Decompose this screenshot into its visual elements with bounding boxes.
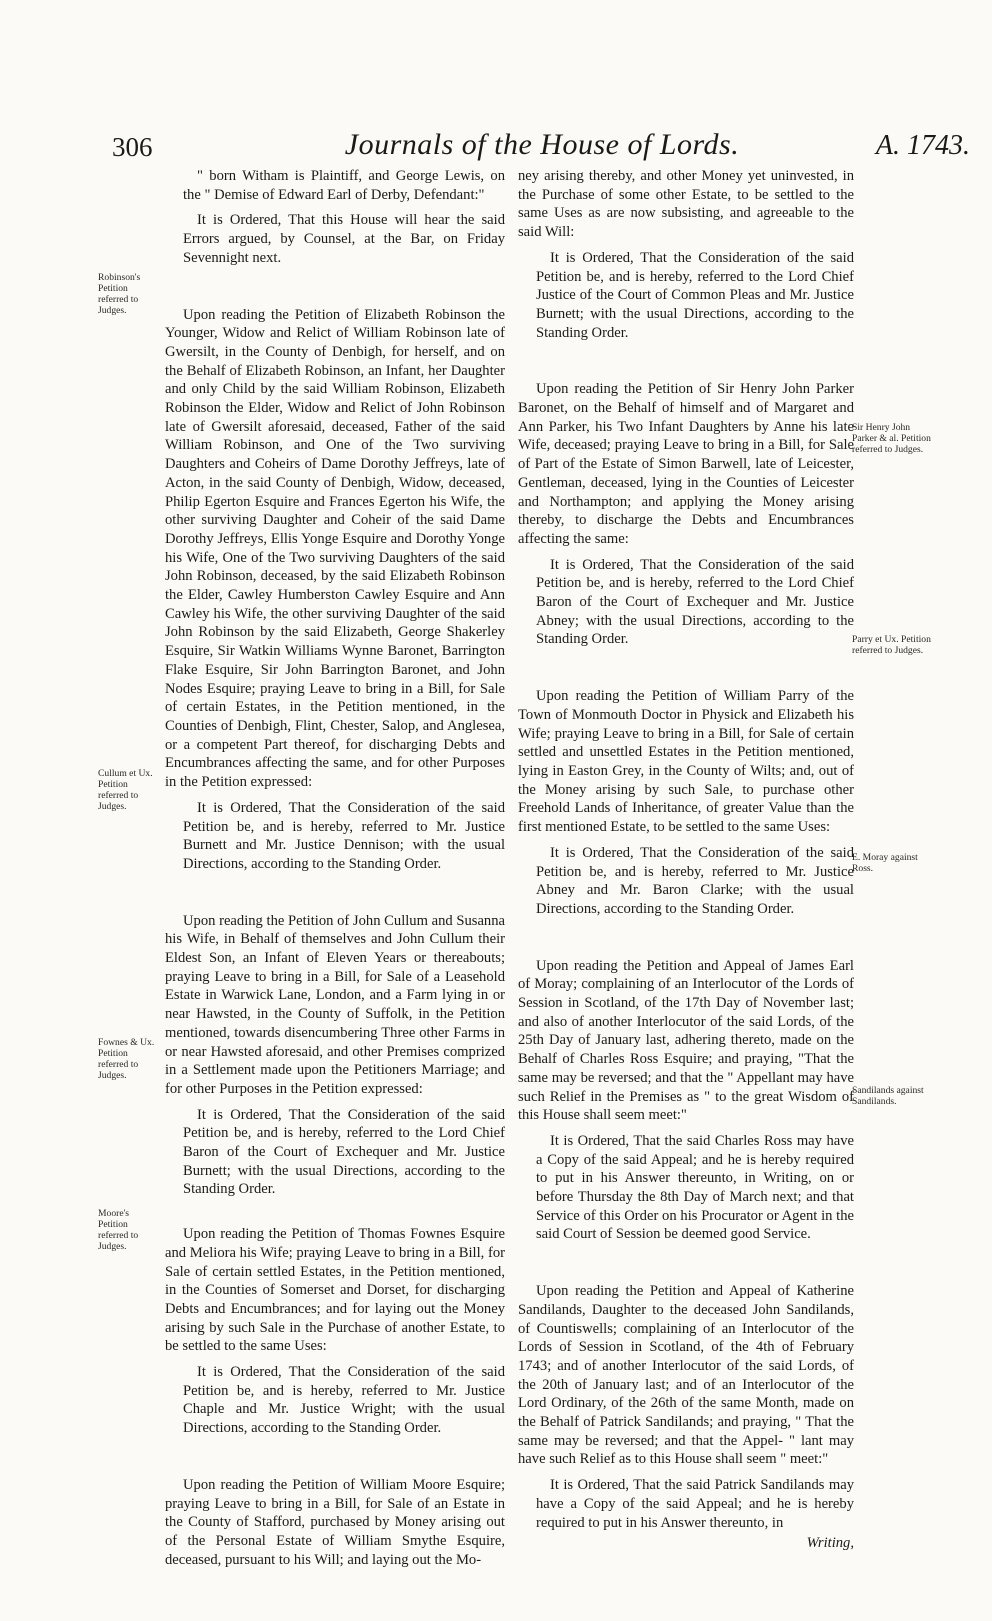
petition-parker: Upon reading the Petition of Sir Henry John Parker Baronet, on the Behalf of himself and of Margaret and Ann Parker, his Two Infant Daughters by Anne his late Wife, deceased; praying Leave to bring in a Bill, for Sale of Part of the Estate of Simon Barwell, late of Leicester, Gentleman, deceased, lying in the Counties of Leicester and Northampton; and applying the Money arising thereby, to discharge the Debts and Encumbrances affecting the same: (518, 381, 854, 547)
order-paragraph: It is Ordered, That the Consideration of the said Petition be, and is hereby, referred to the Lord Chief Baron of the Court of Exchequer and Mr. Justice Abney; with the usual Directions, according to the Standing Order. (536, 556, 854, 648)
petition-parry: Upon reading the Petition of William Parry of the Town of Monmouth Doctor in Physick and Elizabeth his Wife; praying Leave to bring in a Bill, for Sale of certain settled and unsettled Estates in the Petition mentioned, lying in Easton Grey, in the County of Wilts; and, out of the Money arising by such Sale, to purchase other Freehold Lands of Inheritance, of greater Value than the first mentioned Estate, to be settled to the same Uses: (518, 688, 854, 836)
margin-note-parker: Sir Henry John Parker & al. Petition referred to Judges. (852, 422, 931, 455)
margin-note-moray: E. Moray against Ross. (852, 852, 918, 874)
paragraph: " born Witham is Plaintiff, and George Lewis, on the " Demise of Edward Earl of Derby, Defendant:" (183, 168, 505, 203)
margin-note-fownes: Fownes & Ux. Petition referred to Judges. (98, 1037, 155, 1081)
order-paragraph: It is Ordered, That this House will hear the said Errors argued, by Counsel, at the Bar, on Friday Sevennight next. (183, 212, 505, 266)
margin-note-sandilands: Sandilands against Sandilands. (852, 1085, 924, 1107)
order-paragraph: It is Ordered, That the Consideration of the said Petition be, and is hereby, referred to Mr. Justice Chaple and Mr. Justice Wright; with the usual Directions, according to the Standing Order. (183, 1364, 505, 1437)
order-paragraph: It is Ordered, That the Consideration of the said Petition be, and is hereby, referred to Mr. Justice Abney and Mr. Baron Clarke; with the usual Directions, according to the Standing Order. (536, 844, 854, 917)
petition-moore: Upon reading the Petition of William Moore Esquire; praying Leave to bring in a Bill, for Sale of an Estate in the County of Stafford, purchased by Money arising out of the Personal Estate of William Smythe Esquire, deceased, pursuant to his Will; and laying out the Mo- (165, 1476, 505, 1568)
petition-fownes: Upon reading the Petition of Thomas Fownes Esquire and Meliora his Wife; praying Leave to bring in a Bill, for Sale of certain settled Estates, in the Petition mentioned, in the Counties of Somerset and Dorset, for discharging Debts and Encumbrances; and for laying out the Money arising by such Sale in the Purchase of another Estate, to be settled to the same Uses: (165, 1226, 505, 1355)
margin-note-cullum: Cullum et Ux. Petition referred to Judges. (98, 768, 153, 812)
journal-title: Journals of the House of Lords. (344, 128, 740, 161)
margin-note-moore: Moore's Petition referred to Judges. (98, 1208, 139, 1252)
petition-robinson: Upon reading the Petition of Elizabeth Robinson the Younger, Widow and Relict of William Robinson late of Gwersilt, in the County of Denbigh, for herself, and on the Behalf of Elizabeth Robinson, an Infant, her Daughter and only Child by the said William Robinson, Elizabeth Robinson the Elder, Widow and Relict of John Robinson late of Gwersilt aforesaid, deceased, Father of the said William Robinson, and One of the Two surviving Daughters and Coheirs of Dame Dorothy Jeffreys, late of Acton, in the said County of Denbigh, Widow, deceased, Philip Egerton Esquire and Frances Egerton his Wife, the other surviving Daughter and Coheir of the said Dame Dorothy Jeffreys, Ellis Yonge Esquire and Dorothy Yonge his Wife, One of the Two surviving Daughters of the said John Robinson, deceased, by the said Elizabeth Robinson the Elder, Cawley Humberston Cawley Esquire and Ann Cawley his Wife, the other surviving Daughter of the said John Robinson by the said Elizabeth, George Shakerley Esquire, Sir Watkin Williams Wynne Baronet, Barrington Flake Esquire, Sir John Barrington Baronet, and John Nodes Esquire; praying Leave to bring in a Bill, for Sale of certain Estates, in the Petition mentioned, in the Counties of Denbigh, Flint, Chester, Salop, and Anglesea, or a competent Part thereof, for discharging Debts and Encumbrances affecting the same, and for other Purposes in the Petition expressed: (165, 306, 505, 791)
margin-note-robinson: Robinson's Petition referred to Judges. (98, 272, 141, 316)
catchword: Writing, (806, 1535, 854, 1552)
petition-cullum: Upon reading the Petition of John Cullum and Susanna his Wife, in Behalf of themselves and John Cullum their Eldest Son, an Infant of Eleven Years or thereabouts; praying Leave to bring in a Bill, for Sale of a Leasehold Estate in Warwick Lane, London, and a Farm lying in or near Hawsted, in the County of Suffolk, in the Petition mentioned, towards disencumbering Three other Farms in or near Hawsted aforesaid, and other Premises comprized in a Settlement made upon the Petitioners Marriage; and for other Purposes in the Petition expressed: (165, 912, 505, 1097)
appeal-moray: Upon reading the Petition and Appeal of James Earl of Moray; complaining of an Interlocutor of the Lords of Session in Scotland, of the 17th Day of November last; and also of another Interlocutor of the said Lords, of the 25th Day of January last, adhering thereto, made on the Behalf of Charles Ross Esquire; and praying, "That the same may be reversed; and that the " Appellant may have such Relief in the Premises as " to the great Wisdom of this House shall seem meet:" (518, 957, 854, 1124)
right-column (518, 167, 854, 1553)
order-paragraph: It is Ordered, That the said Patrick Sandilands may have a Copy of the said Appeal; and he is hereby required to put in his Answer thereunto, in (536, 1477, 854, 1531)
margin-note-parry: Parry et Ux. Petition referred to Judges. (852, 634, 931, 656)
appeal-sandilands: Upon reading the Petition and Appeal of Katherine Sandilands, Daughter to the deceased John Sandilands, of Countiswells; complaining of an Interlocutor of the Lords of Session in Scotland, of the 4th of February 1743; and of another Interlocutor of the said Lords, of the 20th of January last; and of an Interlocutor of the Lord Ordinary, of the 26th of the same Month, made on the Behalf of Patrick Sandilands; and praying, " That the same may be reversed; and that the Appel- " lant may have such Relief as to this House shall seem " meet:" (518, 1283, 854, 1468)
order-paragraph: It is Ordered, That the Consideration of the said Petition be, and is hereby, referred to the Lord Chief Justice of the Court of Common Pleas and Mr. Justice Burnett; with the usual Directions, according to the Standing Order. (536, 249, 854, 341)
paragraph: ney arising thereby, and other Money yet uninvested, in the Purchase of some other Estate, to be settled to the same Uses as are now subsisting, and agreeable to the said Will: (518, 168, 854, 241)
page-number: 306 (112, 132, 153, 162)
left-column (165, 167, 505, 1569)
order-paragraph: It is Ordered, That the said Charles Ross may have a Copy of the said Appeal; and he is hereby required to put in his Answer thereunto, in Writing, on or before Thursday the 8th Day of March next; and that Service of this Order on his Procurator or Agent in the said Court of Session be deemed good Service. (536, 1132, 854, 1243)
order-paragraph: It is Ordered, That the Consideration of the said Petition be, and is hereby, referred to the Lord Chief Baron of the Court of Exchequer and Mr. Justice Burnett; with the usual Directions, according to the Standing Order. (183, 1106, 505, 1198)
year-label: A. 1743. (875, 130, 970, 161)
page-header (108, 126, 976, 166)
order-paragraph: It is Ordered, That the Consideration of the said Petition be, and is hereby, referred to Mr. Justice Burnett and Mr. Justice Dennison; with the usual Directions, according to the Standing Order. (183, 799, 505, 872)
